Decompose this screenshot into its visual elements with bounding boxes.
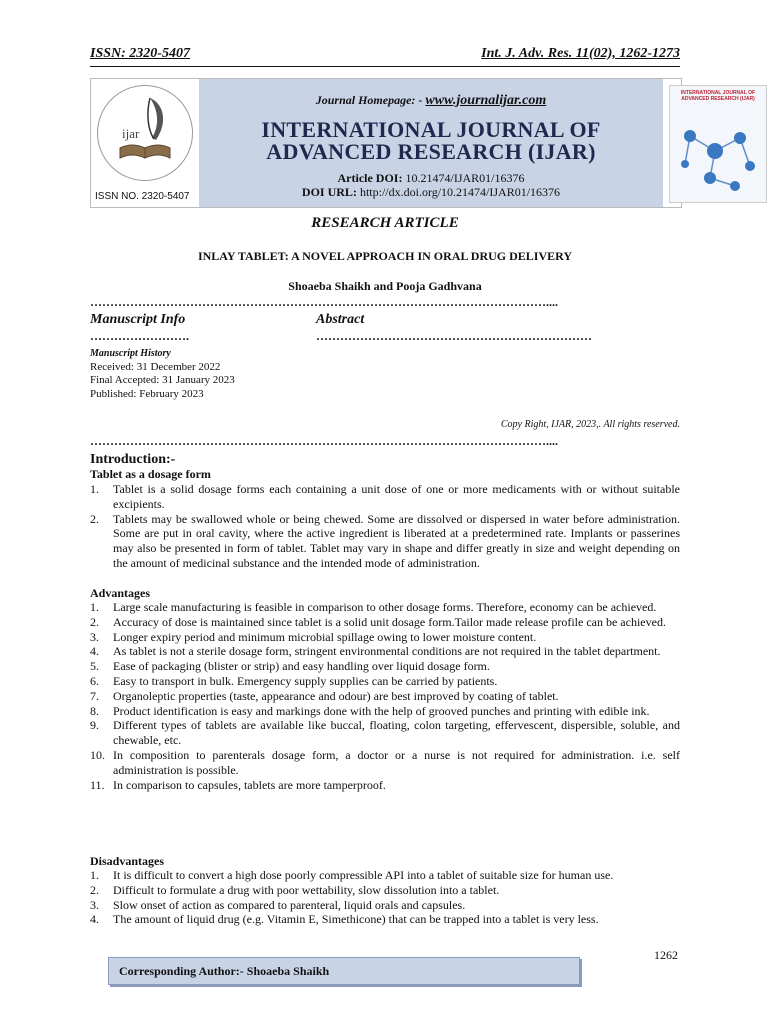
dotted-separator-2: …………………………………………………………………………………………………….... [90,434,558,448]
advantages-list [90,600,680,792]
received-date: Received: 31 December 2022 [90,360,221,373]
doi-value: 10.21474/IJAR01/16376 [405,171,525,185]
list-item-text: Easy to transport in bulk. Emergency supply supplies can be carried by patients. [113,673,498,688]
journal-homepage [199,93,663,109]
journal-banner [90,78,756,208]
history-title: Manuscript History [90,348,171,359]
list-item [90,868,680,883]
list-number: 9. [90,718,99,733]
list-item [90,600,680,615]
introduction-heading: Introduction:- [90,452,176,467]
quill-book-icon [98,86,192,180]
list-number: 1. [90,868,99,882]
logo-emblem [97,85,193,181]
list-number: 6. [90,673,99,688]
list-item-text: Large scale manufacturing is feasible in comparison to other dosage forms. Therefore, economy can be achieved. [113,600,657,614]
list-item-text: Tablets may be swallowed whole or being chewed. Some are dissolved or dispersed in water before administration. Some are put in oral cavity, where the active ingredient is liberated at a predetermined rate. Implants or passerines may also be presented in form of tablet. Tablet may vary in shape and differ greatly in size and weight depending on the amount of medicinal substance and the intended mode of administration. [113,511,680,570]
article-authors: Shoaeba Shaikh and Pooja Gadhvana [288,279,482,293]
accepted-date: Final Accepted: 31 January 2023 [90,374,235,386]
article-type: RESEARCH ARTICLE [311,215,459,231]
list-number: 2. [90,614,99,629]
list-item-text: Different types of tablets are available like buccal, floating, colon targeting, effervescent, dispersible, soluble, and chewable, etc. [113,718,680,748]
list-item-text: As tablet is not a sterile dosage form, stringent environmental conditions are not required in the tablet department. [113,644,661,659]
doi-label: Article DOI: [337,171,403,185]
homepage-label: Journal Homepage: - [315,93,423,107]
list-item [90,704,680,719]
list-item-text: In comparison to capsules, tablets are more tamperproof. [113,777,386,792]
list-item-text: Longer expiry period and minimum microbial spillage owing to lower moisture content. [113,629,537,644]
list-item-text: Tablet is a solid dosage forms each containing a unit dose of one or more medicaments with or without suitable excipients. [113,482,680,511]
list-number: 3. [90,897,99,912]
banner-title-area [199,79,663,207]
doi-url-label: DOI URL: [301,185,357,199]
doi-url-link[interactable]: http://dx.doi.org/10.21474/IJAR01/16376 [359,185,561,199]
corresponding-author-box [108,957,580,985]
doi-block [199,171,663,199]
list-item-text: Accuracy of dose is maintained since tablet is a solid unit dosage form.Tailor made release profile can be achieved. [113,614,666,629]
article-title: INLAY TABLET: A NOVEL APPROACH IN ORAL DRUG DELIVERY [197,249,573,263]
journal-logo [91,79,199,207]
page-number: 1262 [654,948,678,962]
list-item-text: Slow onset of action as compared to parenteral, liquid orals and capsules. [113,897,466,912]
journal-title-line2: ADVANCED RESEARCH (IJAR) [266,139,596,164]
list-item-text: Ease of packaging (blister or strip) and easy handling over liquid dosage form. [113,659,490,674]
list-item [90,883,680,898]
tablet-dosage-subheading: Tablet as a dosage form [90,467,211,481]
list-number: 5. [90,659,99,674]
list-item-text: In composition to parenterals dosage form, a doctor or a nurse is not required for administration. i.e. self administration is possible. [113,747,680,777]
molecule-icon [670,86,766,202]
list-item [90,512,680,571]
list-number: 8. [90,703,99,718]
list-number: 2. [90,882,99,897]
running-header [90,46,680,67]
manuscript-history [90,347,235,401]
svg-text:ijar: ijar [122,126,140,141]
issn-label: ISSN: 2320-5407 [90,46,190,61]
list-item [90,898,680,913]
list-number: 7. [90,688,99,703]
list-item-text: The amount of liquid drug (e.g. Vitamin E, Simethicone) that can be trapped into a tablet is very less. [113,912,599,927]
manuscript-dots: ……………………. [90,329,189,343]
homepage-link[interactable]: www.journalijar.com [425,93,547,108]
logo-issn-text: ISSN NO. 2320-5407 [95,191,190,202]
list-item [90,659,680,674]
list-item [90,778,680,793]
list-item [90,644,680,659]
citation-label: Int. J. Adv. Res. 11(02), 1262-1273 [481,46,680,61]
list-number: 4. [90,644,99,659]
list-number: 1. [90,600,99,614]
copyright-notice: Copy Right, IJAR, 2023,. All rights reserved. [500,419,680,430]
dotted-separator: …………………………………………………………………………………………………….... [90,295,558,309]
list-number: 11. [90,777,105,792]
list-item [90,689,680,704]
journal-cover [663,79,768,207]
cover-image [669,85,767,203]
disadvantages-list [90,868,680,927]
journal-title [199,119,663,163]
abstract-dots: …………………………………………………………… [316,329,592,343]
list-item [90,615,680,630]
list-item [90,912,680,927]
abstract-heading: Abstract [316,312,365,327]
journal-title-line1: INTERNATIONAL JOURNAL OF [261,117,601,142]
intro-list [90,482,680,571]
list-item [90,748,680,778]
list-item-text: Organoleptic properties (taste, appearance and odour) are best improved by coating of tablet. [113,688,559,703]
list-item-text: Product identification is easy and markings done with the help of grooved punches and printing with edible ink. [113,703,650,718]
list-number: 2. [90,511,99,526]
disadvantages-heading: Disadvantages [90,854,165,868]
advantages-heading: Advantages [90,586,151,600]
cover-title: INTERNATIONAL JOURNAL OF ADVANCED RESEARCH (IJAR) [680,90,756,102]
list-number: 1. [90,482,99,496]
published-date: Published: February 2023 [90,387,204,400]
list-item [90,630,680,645]
list-item [90,482,680,512]
list-number: 4. [90,912,99,927]
list-item-text: Difficult to formulate a drug with poor wettability, slow dissolution into a tablet. [113,882,500,897]
corresponding-author: Corresponding Author:- Shoaeba Shaikh [119,964,330,978]
list-item [90,718,680,748]
manuscript-info-heading: Manuscript Info [90,312,186,327]
list-item-text: It is difficult to convert a high dose poorly compressible API into a tablet of suitable size for human use. [113,868,614,882]
list-number: 10. [90,747,105,762]
list-number: 3. [90,629,99,644]
list-item [90,674,680,689]
